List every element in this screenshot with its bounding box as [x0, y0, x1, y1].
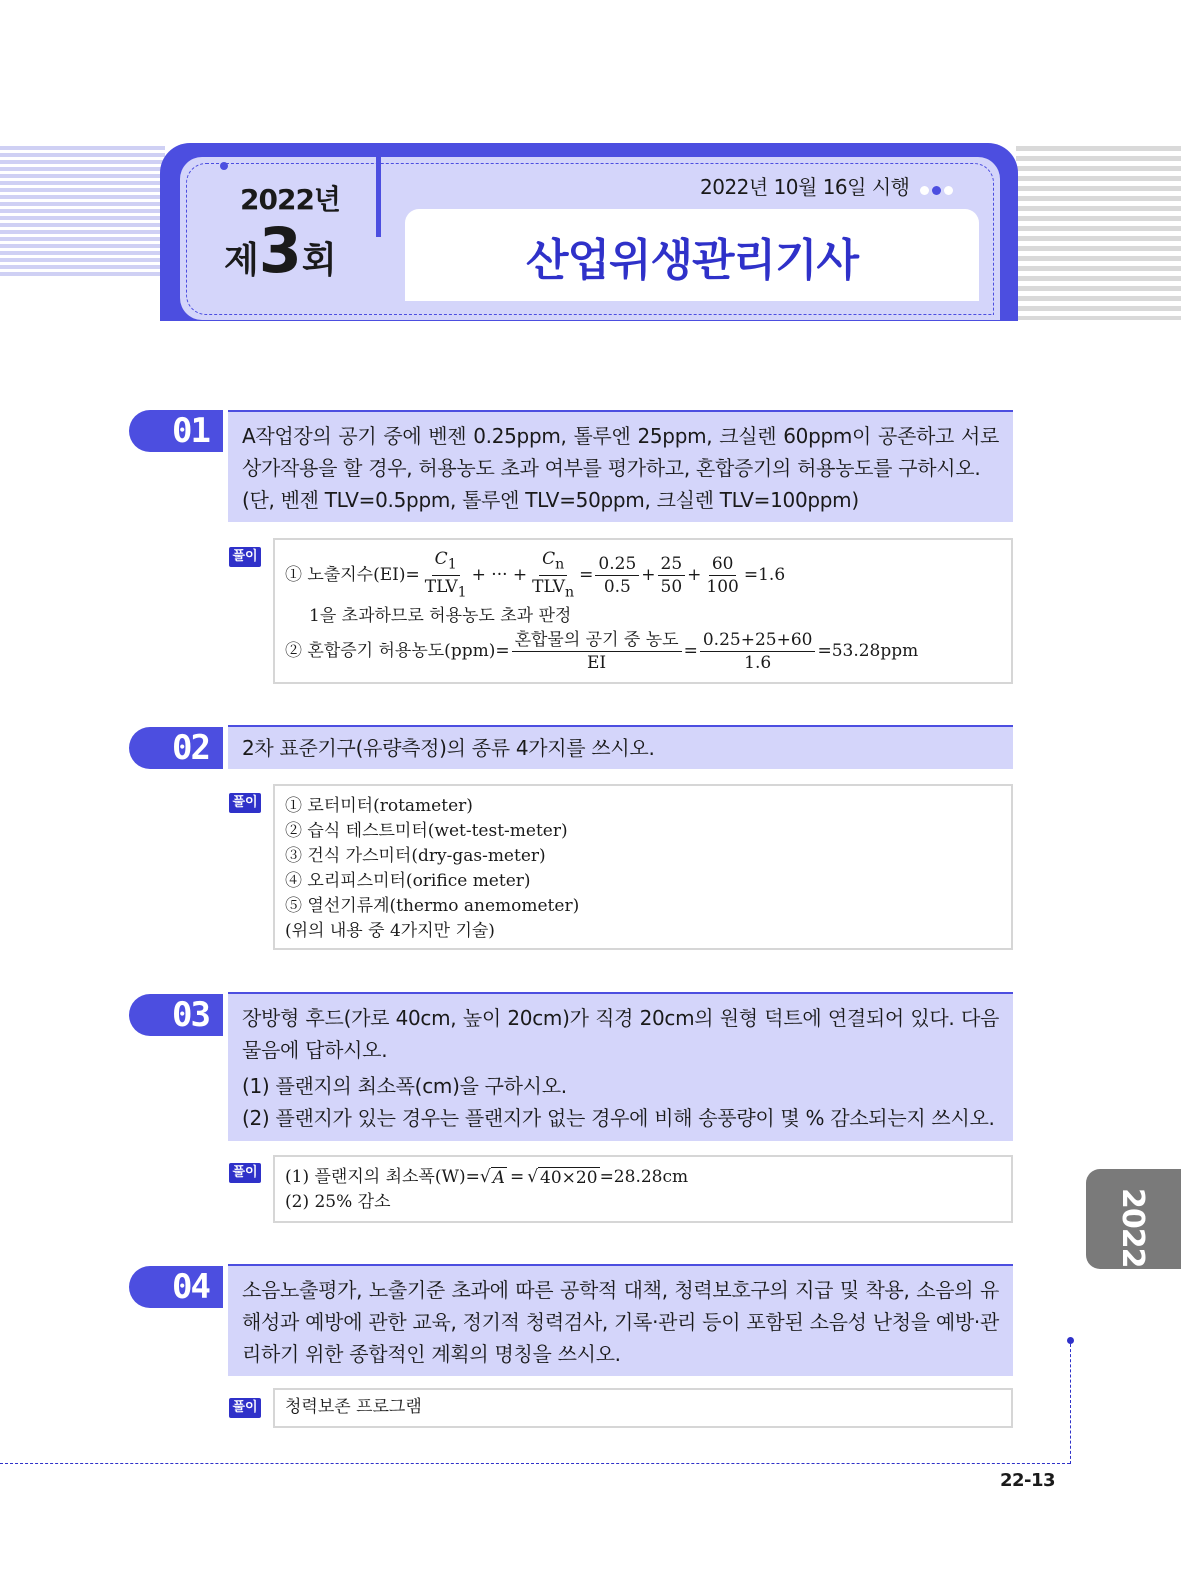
math-operator: + — [687, 565, 702, 586]
sqrt-content: A — [492, 1168, 505, 1188]
question-text: (1) 플랜지의 최소폭(cm)을 구하시오. — [242, 1074, 567, 1098]
frac-den: 50 — [660, 577, 683, 598]
question-number: 01 — [129, 410, 223, 452]
round-number: 3 — [258, 214, 302, 287]
frac-num: C — [434, 549, 448, 569]
answer-tag: 풀이 — [229, 793, 261, 813]
math-operator: = — [683, 640, 698, 661]
fraction — [529, 548, 577, 604]
frac-sub: 1 — [447, 556, 457, 573]
frac-num: 25 — [658, 553, 686, 576]
question-text: 소음노출평가, 노출기준 초과에 따른 공학적 대책, 청력보호구의 지급 및 착용, 소음의 유해성과 예방에 관한 교육, 정기적 청력검사, 기록·관리 등이 포함된 소음성 난청을 예방·관리하기 위한 종합적인 계획의 명칭을 쓰시오. — [242, 1278, 999, 1366]
answer-line — [285, 1165, 1001, 1190]
side-dot — [1067, 1337, 1074, 1344]
exam-title: 산업위생관리기사 — [525, 235, 859, 286]
answer-label: (1) 플랜지의 최소폭(W)= — [285, 1167, 480, 1187]
sqrt-content: 40×20 — [540, 1168, 598, 1188]
frac-den: EI — [587, 652, 607, 673]
bottom-dashed-line — [0, 1463, 1070, 1464]
answer-tag: 풀이 — [229, 547, 261, 567]
answer-line — [285, 548, 1001, 604]
math-operator: + ··· + — [471, 565, 528, 586]
answer-line: 1을 초과하므로 허용농도 초과 판정 — [309, 605, 572, 626]
frac-den: 1.6 — [744, 652, 772, 673]
math-operator: = — [509, 1167, 525, 1187]
frac-den: TLV — [424, 577, 458, 598]
fraction — [422, 548, 470, 604]
frac-sub: n — [565, 584, 575, 601]
dot-1 — [920, 186, 929, 195]
exam-date: 2022년 10월 16일 시행 — [700, 175, 910, 199]
side-tab-year: 2022 — [1115, 1188, 1150, 1268]
frac-num: 0.25 — [595, 553, 639, 576]
frac-num: C — [542, 549, 556, 569]
dot-2 — [932, 186, 941, 195]
frac-sub: 1 — [457, 584, 467, 601]
math-operator: = — [579, 565, 594, 586]
header-stripes-left — [0, 146, 165, 276]
answer-box — [273, 538, 1013, 684]
exam-year: 2022년 — [240, 183, 340, 216]
question-box — [228, 412, 1013, 522]
answer-line: (2) 25% 감소 — [285, 1192, 391, 1212]
frac-sub: n — [555, 556, 565, 573]
question-text: 2차 표준기구(유량측정)의 종류 4가지를 쓰시오. — [242, 736, 655, 760]
question-box — [228, 994, 1013, 1141]
answer-tag: 풀이 — [229, 1163, 261, 1183]
answer-line — [285, 629, 1001, 674]
answer-line: ② 습식 테스트미터(wet-test-meter) — [285, 821, 568, 841]
answer-line: ① 로터미터(rotameter) — [285, 796, 473, 816]
exam-round — [224, 214, 337, 287]
answer-line: 청력보존 프로그램 — [285, 1397, 422, 1417]
fraction — [595, 553, 639, 598]
answer-line: ⑤ 열선기류계(thermo anemometer) — [285, 896, 580, 916]
round-prefix: 제 — [224, 240, 259, 281]
answer-line: ③ 건식 가스미터(dry-gas-meter) — [285, 846, 546, 866]
fraction — [703, 553, 741, 598]
answer-line: ④ 오리피스미터(orifice meter) — [285, 871, 531, 891]
header-divider — [376, 157, 381, 237]
side-dashed-line — [1070, 1344, 1071, 1464]
math-result: =1.6 — [743, 565, 786, 586]
fraction — [658, 553, 686, 598]
question-text: 장방형 후드(가로 40cm, 높이 20cm)가 직경 20cm의 원형 덕트에 연결되어 있다. 다음 물음에 답하시오. — [242, 1006, 999, 1062]
header-stripes-right — [1016, 146, 1181, 320]
sqrt-symbol: √ — [479, 1167, 491, 1187]
frac-num: 0.25+25+60 — [700, 629, 816, 652]
question-text: (2) 플랜지가 있는 경우는 플랜지가 없는 경우에 비해 송풍량이 몇 % 감소되는지 쓰시오. — [242, 1106, 995, 1130]
sqrt-symbol: √ — [527, 1167, 539, 1187]
question-number: 03 — [129, 994, 223, 1036]
answer-box — [273, 784, 1013, 950]
question-number: 04 — [129, 1266, 223, 1308]
frac-den: 100 — [706, 577, 739, 598]
math-result: =28.28cm — [599, 1167, 689, 1187]
page-number: 22-13 — [1000, 1470, 1056, 1491]
math-operator: + — [641, 565, 656, 586]
header-dots — [920, 180, 956, 199]
answer-label: ② 혼합증기 허용농도(ppm)= — [285, 640, 510, 661]
math-result: =53.28ppm — [817, 640, 919, 661]
answer-box — [273, 1155, 1013, 1223]
question-box — [228, 727, 1013, 769]
question-number: 02 — [129, 727, 223, 769]
question-box — [228, 1266, 1013, 1376]
header-dot — [220, 162, 228, 170]
dot-3 — [944, 186, 953, 195]
fraction — [512, 629, 682, 674]
question-text: (단, 벤젠 TLV=0.5ppm, 톨루엔 TLV=50ppm, 크실렌 TLV=100ppm) — [242, 488, 859, 512]
round-suffix: 회 — [301, 240, 337, 281]
fraction — [700, 629, 816, 674]
answer-tag: 풀이 — [229, 1398, 261, 1418]
frac-den: TLV — [532, 577, 566, 598]
answer-box — [273, 1388, 1013, 1428]
question-text: A작업장의 공기 중에 벤젠 0.25ppm, 톨루엔 25ppm, 크실렌 60ppm이 공존하고 서로 상가작용을 할 경우, 허용농도 초과 여부를 평가하고, 혼합증기의 허용농도를 구하시오. — [242, 424, 999, 480]
frac-num: 60 — [709, 553, 737, 576]
answer-label: ① 노출지수(EI)= — [285, 565, 420, 586]
frac-num: 혼합물의 공기 중 농도 — [512, 629, 682, 652]
frac-den: 0.5 — [603, 577, 631, 598]
answer-line: (위의 내용 중 4가지만 기술) — [285, 921, 495, 941]
